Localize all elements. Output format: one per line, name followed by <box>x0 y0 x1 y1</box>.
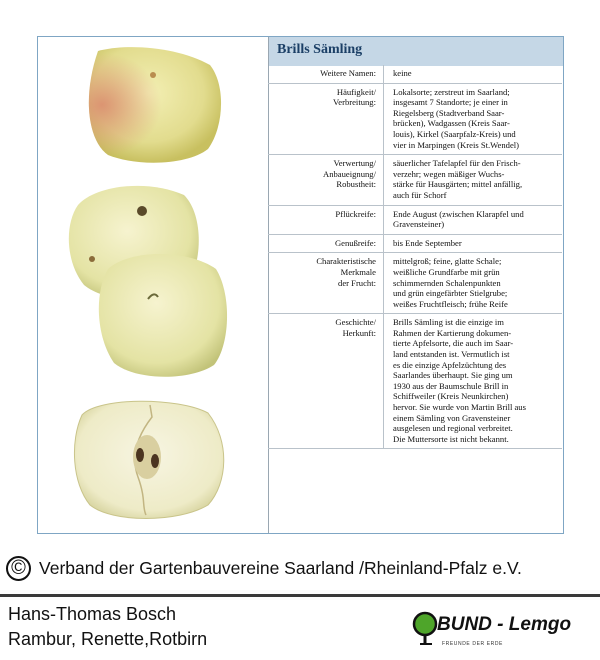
info-value: säuerlicher Tafelapfel für den Frisch- verzehr; wegen mäßiger Wuchs- stärke für Hausgärten; mittel anfällig, auch für Schorf <box>384 155 563 205</box>
info-table-body <box>268 65 562 449</box>
footer-divider <box>0 594 600 597</box>
apple-middle-right <box>99 254 227 377</box>
apple-top <box>89 47 221 163</box>
info-label: Charakteristische Merkmale der Frucht: <box>268 253 384 314</box>
bund-logo-subtext: FREUNDE DER ERDE <box>442 641 503 647</box>
synonyms: Rambur, Renette,Rotbirn <box>8 629 208 649</box>
info-table <box>268 65 562 449</box>
info-label: Pflückreife: <box>268 205 384 234</box>
apple-images <box>38 37 268 533</box>
info-row <box>268 205 562 234</box>
info-row <box>268 314 562 449</box>
info-label: Geschichte/ Herkunft: <box>268 314 384 449</box>
info-label: Weitere Namen: <box>268 65 384 83</box>
info-value: bis Ende September <box>384 234 563 253</box>
info-row <box>268 155 562 205</box>
copyright-icon: © <box>6 556 31 581</box>
author: Hans-Thomas Bosch <box>8 604 177 624</box>
apple-halved <box>74 401 223 518</box>
copyright-line <box>6 551 586 585</box>
bund-logo-text: BUND - Lemgo <box>437 614 572 635</box>
info-value: Brills Sämling ist die einzige im Rahmen der Kartierung dokumen- tierte Apfelsorte, die auch im Saar- land entstanden ist. Vermutlich ist es die einzige Apfelzüchtung des Saarlandes überhaupt. Sie ging um 1930 aus der Baumschule Brill in Schiffweiler (Kreis Neunkirchen) hervor. Sie wurde von Martin Brill aus einem Sämling von Gravensteiner ausgelesen und regional verbreitet. Die Muttersorte ist nicht bekannt. <box>384 314 563 449</box>
variety-title: Brills Sämling <box>277 42 363 57</box>
info-row <box>268 83 562 155</box>
info-row <box>268 253 562 314</box>
info-label: Verwertung/ Anbaueignung/ Robustheit: <box>268 155 384 205</box>
info-label: Genußreife: <box>268 234 384 253</box>
info-value: Ende August (zwischen Klarapfel und Gravensteiner) <box>384 205 563 234</box>
info-label: Häufigkeit/ Verbreitung: <box>268 83 384 155</box>
info-row <box>268 65 562 83</box>
info-value: keine <box>384 65 563 83</box>
info-value: mittelgroß; feine, glatte Schale; weißliche Grundfarbe mit grün schimmernden Schalenpunkten und grün eingefärbter Stielgrube; weißes Fruchtfleisch; frühe Reife <box>384 253 563 314</box>
info-value: Lokalsorte; zerstreut im Saarland; insgesamt 7 Standorte; je einer in Riegelsberg (Stadtverband Saar- brücken), Wadgassen (Kreis Saar- louis), Kirkel (Saarpfalz-Kreis) und vier in Marpingen (Kreis St.Wendel) <box>384 83 563 155</box>
copyright-text: Verband der Gartenbauvereine Saarland /Rheinland-Pfalz e.V. <box>39 557 522 578</box>
bund-logo <box>412 611 594 651</box>
info-row <box>268 234 562 253</box>
